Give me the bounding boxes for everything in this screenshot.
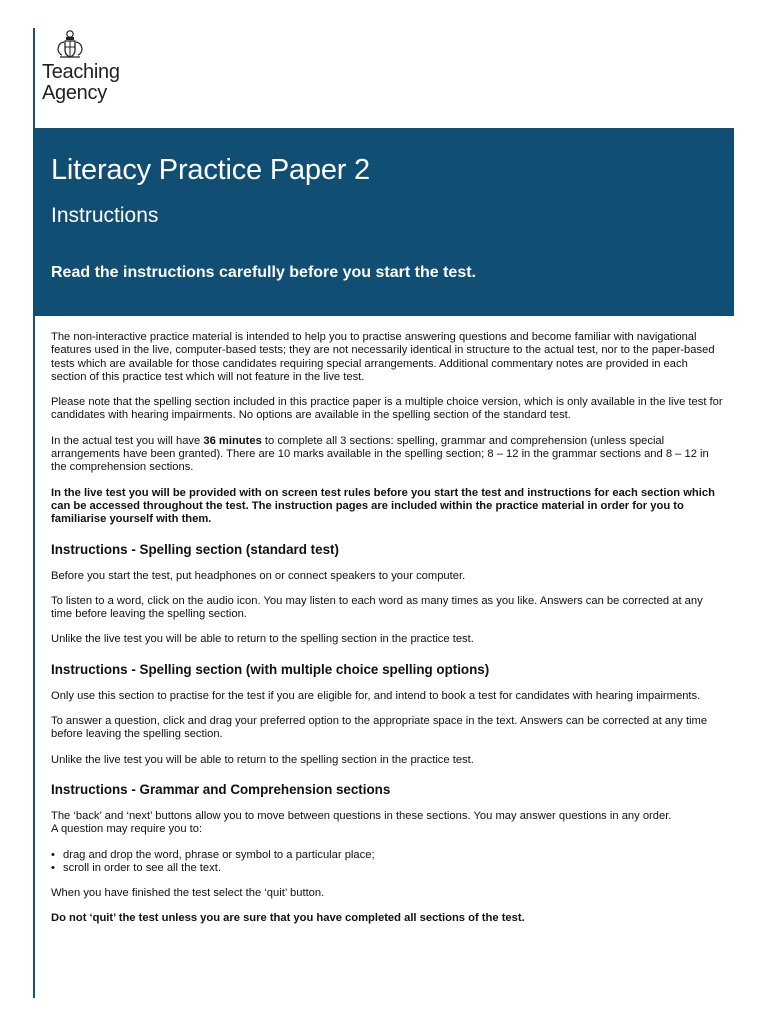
title-banner xyxy=(33,128,734,316)
page-title: Literacy Practice Paper 2 xyxy=(51,154,370,186)
spelling-mc-p2: To answer a question, click and drag your preferred option to the appropriate space in the text. Answers can be corrected at any time before leaving the spelling section. xyxy=(51,715,708,741)
logo-line-2: Agency xyxy=(42,82,107,104)
intro-p3-end: to complete all 3 sections: spelling, grammar and comprehension (unless special arrangements have been granted). There are 10 marks available in the spelling section; 8 – 12 in the grammar sections and 8 – 12 in the comprehension sections. xyxy=(51,434,709,474)
list-item: • drag and drop the word, phrase or symbol to a particular place; xyxy=(51,849,723,862)
test-duration: 36 minutes xyxy=(203,434,262,447)
intro-paragraph-3 xyxy=(51,435,723,475)
spelling-standard-p3: Unlike the live test you will be able to return to the spelling section in the practice test. xyxy=(51,633,474,646)
heading-grammar-comprehension: Instructions - Grammar and Comprehension sections xyxy=(51,781,391,797)
royal-crest-icon xyxy=(56,28,84,60)
grammar-p1-line-1: The ‘back’ and ‘next’ buttons allow you to move between questions in these sections. You may answer questions in any order. xyxy=(51,809,672,822)
logo-text xyxy=(42,62,120,104)
spelling-standard-p2: To listen to a word, click on the audio icon. You may listen to each word as many times as you like. Answers can be corrected at any time before leaving the spelling section. xyxy=(51,594,703,621)
grammar-p1 xyxy=(51,810,723,837)
spelling-mc-p3: Unlike the live test you will be able to return to the spelling section in the practice test. xyxy=(51,753,474,766)
spelling-standard-p1: Before you start the test, put headphones on or connect speakers to your computer. xyxy=(51,569,466,582)
intro-paragraph-4: In the live test you will be provided with on screen test rules before you start the test and instructions for each section which can be accessed throughout the test. The instruction pages are included within the practice material in order for you to familiarise yourself with them. xyxy=(51,486,715,526)
banner-lead: Read the instructions carefully before you start the test. xyxy=(51,264,476,281)
grammar-p2: When you have finished the test select the ‘quit’ button. xyxy=(51,887,325,900)
heading-spelling-standard: Instructions - Spelling section (standard test) xyxy=(51,541,339,557)
grammar-p3-warning: Do not ‘quit’ the test unless you are sure that you have completed all sections of the test. xyxy=(51,912,525,925)
list-item: • scroll in order to see all the text. xyxy=(51,862,723,875)
heading-spelling-multiple-choice: Instructions - Spelling section (with multiple choice spelling options) xyxy=(51,661,490,677)
intro-p3-start: In the actual test you will have xyxy=(51,434,204,447)
question-types-list xyxy=(51,849,723,876)
logo-line-1: Teaching xyxy=(42,61,120,83)
spelling-mc-p1: Only use this section to practise for the test if you are eligible for, and intend to book a test for candidates with hearing impairments. xyxy=(51,689,701,702)
intro-paragraph-2: Please note that the spelling section included in this practice paper is a multiple choice version, which is only available in the live test for candidates with hearing impairments. No options are available in the spelling section of the standard test. xyxy=(51,396,723,422)
instructions-body xyxy=(51,331,723,938)
grammar-p1-line-2: A question may require you to: xyxy=(51,823,203,836)
intro-paragraph-1: The non-interactive practice material is intended to help you to practise answering questions and become familiar with navigational features used in the live, computer-based tests; they are not necessarily identical in structure to the actual test, nor to the paper-based tests which are available for those candidates requiring special arrangements. Additional commentary notes are provided in each section of this practice test which will not feature in the live test. xyxy=(51,331,715,383)
page-subtitle: Instructions xyxy=(51,204,159,227)
